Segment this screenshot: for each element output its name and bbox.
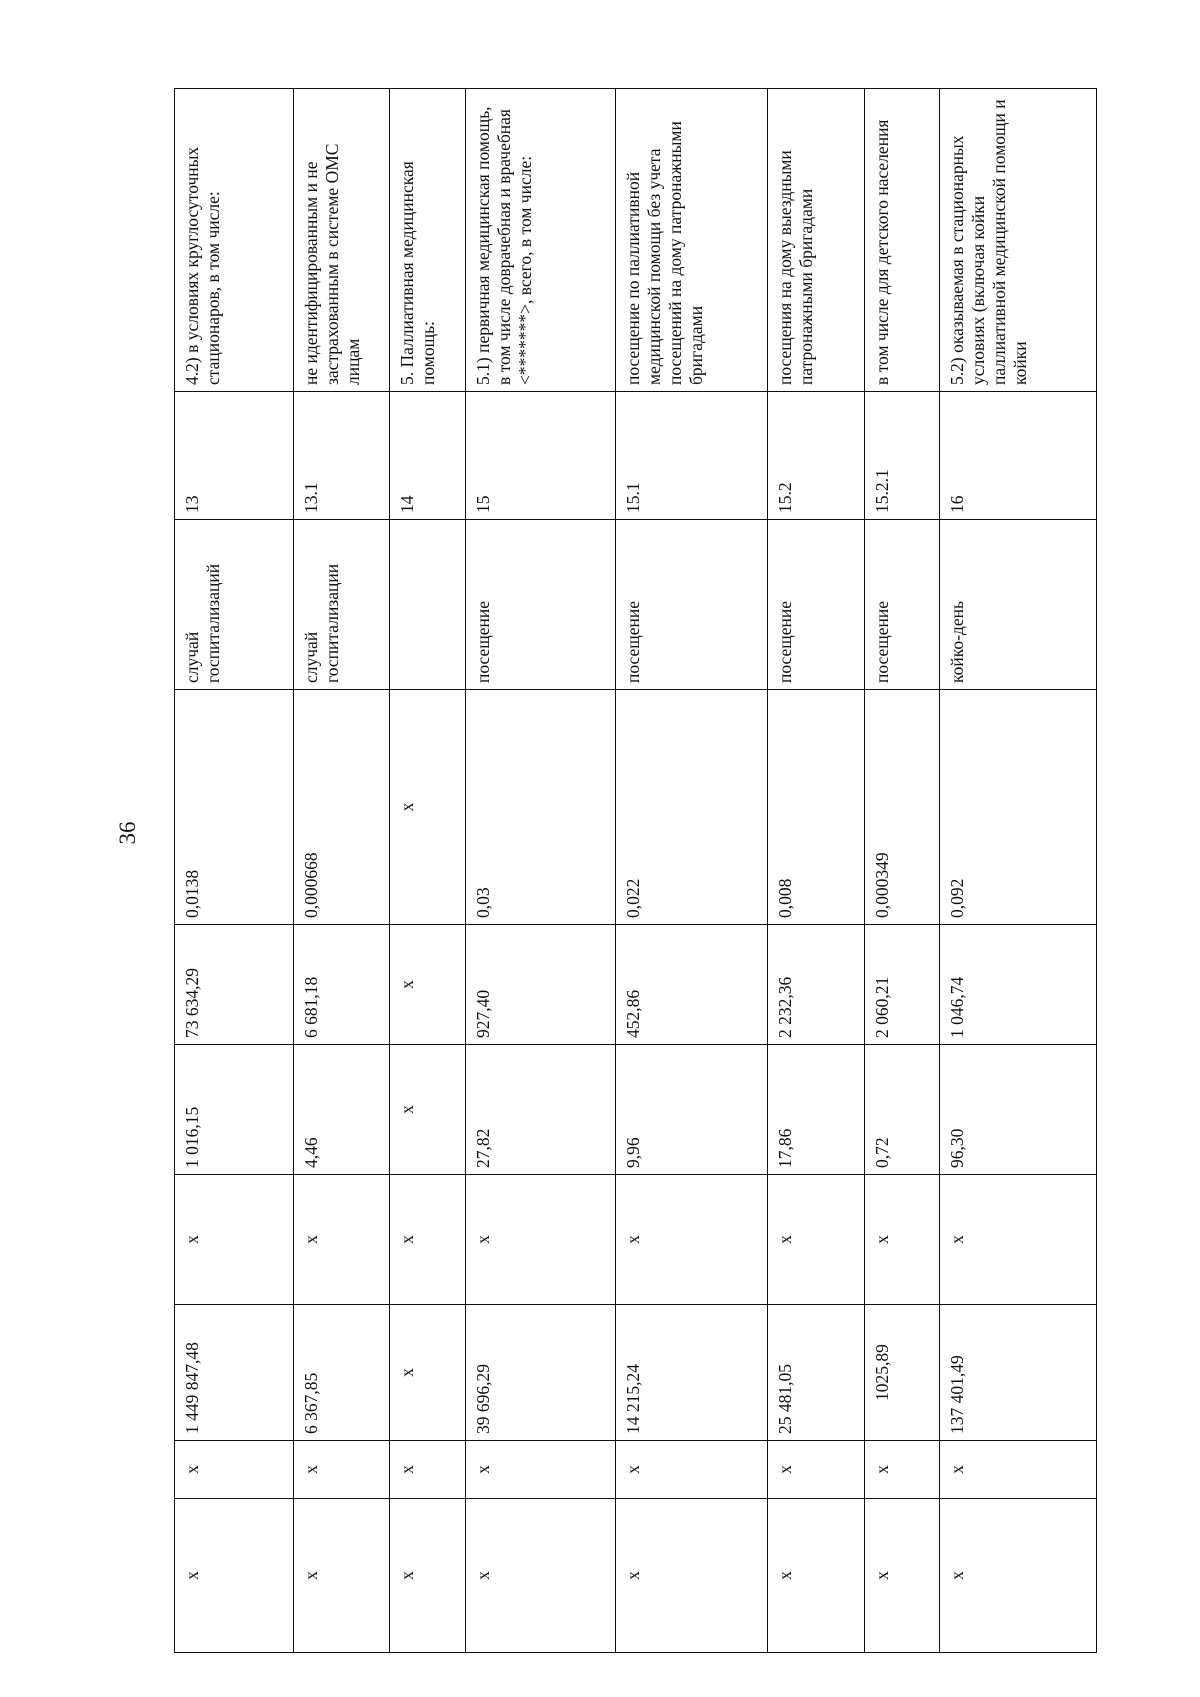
code-cell: 15.2: [768, 392, 865, 520]
unit-cell: койко-день: [940, 520, 1097, 690]
col-h-cell: х: [466, 1499, 616, 1653]
col-h-cell: х: [940, 1499, 1097, 1653]
name-cell: в том числе для детского населения: [865, 89, 940, 392]
col-d-cell: 1 016,15: [175, 1045, 294, 1175]
col-b-cell: 0,03: [466, 690, 616, 925]
col-b-cell: 0,022: [616, 690, 768, 925]
table-row: [940, 89, 1097, 1653]
col-c-cell: 2 232,36: [768, 925, 865, 1045]
code-cell: 13.1: [294, 392, 390, 520]
col-g-cell: х: [175, 1441, 294, 1499]
rotated-table-frame: [174, 89, 1096, 1653]
col-g-cell: х: [294, 1441, 390, 1499]
col-d-cell: х: [390, 1045, 466, 1175]
unit-cell: посещение: [466, 520, 616, 690]
col-g-cell: х: [390, 1441, 466, 1499]
col-b-cell: х: [390, 690, 466, 925]
col-g-cell: х: [466, 1441, 616, 1499]
col-e-cell: х: [616, 1175, 768, 1305]
col-d-cell: 4,46: [294, 1045, 390, 1175]
table-row: [466, 89, 616, 1653]
col-g-cell: х: [940, 1441, 1097, 1499]
col-h-cell: х: [175, 1499, 294, 1653]
col-e-cell: х: [294, 1175, 390, 1305]
col-c-cell: 73 634,29: [175, 925, 294, 1045]
unit-cell: случай госпитализаций: [175, 520, 294, 690]
col-h-cell: х: [865, 1499, 940, 1653]
col-g-cell: х: [768, 1441, 865, 1499]
unit-cell: посещение: [616, 520, 768, 690]
name-cell: 5.1) первичная медицинская помощь, в том числе доврачебная и врачебная <*******>, всего, в том числе:: [466, 89, 616, 392]
code-cell: 15.1: [616, 392, 768, 520]
col-b-cell: 0,000668: [294, 690, 390, 925]
code-cell: 13: [175, 392, 294, 520]
col-e-cell: х: [865, 1175, 940, 1305]
col-e-cell: х: [466, 1175, 616, 1305]
col-c-cell: 1 046,74: [940, 925, 1097, 1045]
table-row: [865, 89, 940, 1653]
col-d-cell: 96,30: [940, 1045, 1097, 1175]
col-f-cell: 1025,89: [865, 1305, 940, 1441]
name-cell: не идентифицированным и не застрахованным в системе ОМС лицам: [294, 89, 390, 392]
col-c-cell: 2 060,21: [865, 925, 940, 1045]
unit-cell: посещение: [865, 520, 940, 690]
col-c-cell: 927,40: [466, 925, 616, 1045]
col-f-cell: 39 696,29: [466, 1305, 616, 1441]
table-row: [175, 89, 294, 1653]
col-c-cell: 6 681,18: [294, 925, 390, 1045]
col-e-cell: х: [175, 1175, 294, 1305]
data-table: [174, 88, 1097, 1653]
col-f-cell: х: [390, 1305, 466, 1441]
col-g-cell: х: [616, 1441, 768, 1499]
col-c-cell: х: [390, 925, 466, 1045]
name-cell: посещения на дому выездными патронажными бригадами: [768, 89, 865, 392]
name-cell: 5.2) оказываемая в стационарных условиях (включая койки паллиативной медицинской помощи и койки: [940, 89, 1097, 392]
name-cell: посещение по паллиативной медицинской помощи без учета посещений на дому патронажными бригадами: [616, 89, 768, 392]
col-d-cell: 9,96: [616, 1045, 768, 1175]
col-f-cell: 25 481,05: [768, 1305, 865, 1441]
table-row: [616, 89, 768, 1653]
col-d-cell: 27,82: [466, 1045, 616, 1175]
col-h-cell: х: [768, 1499, 865, 1653]
col-h-cell: х: [390, 1499, 466, 1653]
name-cell: 5. Паллиативная медицинская помощь:: [390, 89, 466, 392]
table-row: [294, 89, 390, 1653]
col-g-cell: х: [865, 1441, 940, 1499]
col-e-cell: х: [940, 1175, 1097, 1305]
code-cell: 15: [466, 392, 616, 520]
col-e-cell: х: [768, 1175, 865, 1305]
col-c-cell: 452,86: [616, 925, 768, 1045]
code-cell: 16: [940, 392, 1097, 520]
col-h-cell: х: [294, 1499, 390, 1653]
col-e-cell: х: [390, 1175, 466, 1305]
page-number: 36: [115, 821, 140, 845]
col-d-cell: 17,86: [768, 1045, 865, 1175]
col-b-cell: 0,0138: [175, 690, 294, 925]
table-row: [390, 89, 466, 1653]
name-cell: 4.2) в условиях круглосуточных стационаров, в том числе:: [175, 89, 294, 392]
col-f-cell: 6 367,85: [294, 1305, 390, 1441]
col-b-cell: 0,092: [940, 690, 1097, 925]
table-row: [768, 89, 865, 1653]
unit-cell: [390, 520, 466, 690]
col-h-cell: х: [616, 1499, 768, 1653]
col-d-cell: 0,72: [865, 1045, 940, 1175]
col-f-cell: 14 215,24: [616, 1305, 768, 1441]
col-b-cell: 0,000349: [865, 690, 940, 925]
col-f-cell: 137 401,49: [940, 1305, 1097, 1441]
unit-cell: случай госпитализации: [294, 520, 390, 690]
unit-cell: посещение: [768, 520, 865, 690]
code-cell: 14: [390, 392, 466, 520]
code-cell: 15.2.1: [865, 392, 940, 520]
col-b-cell: 0,008: [768, 690, 865, 925]
col-f-cell: 1 449 847,48: [175, 1305, 294, 1441]
